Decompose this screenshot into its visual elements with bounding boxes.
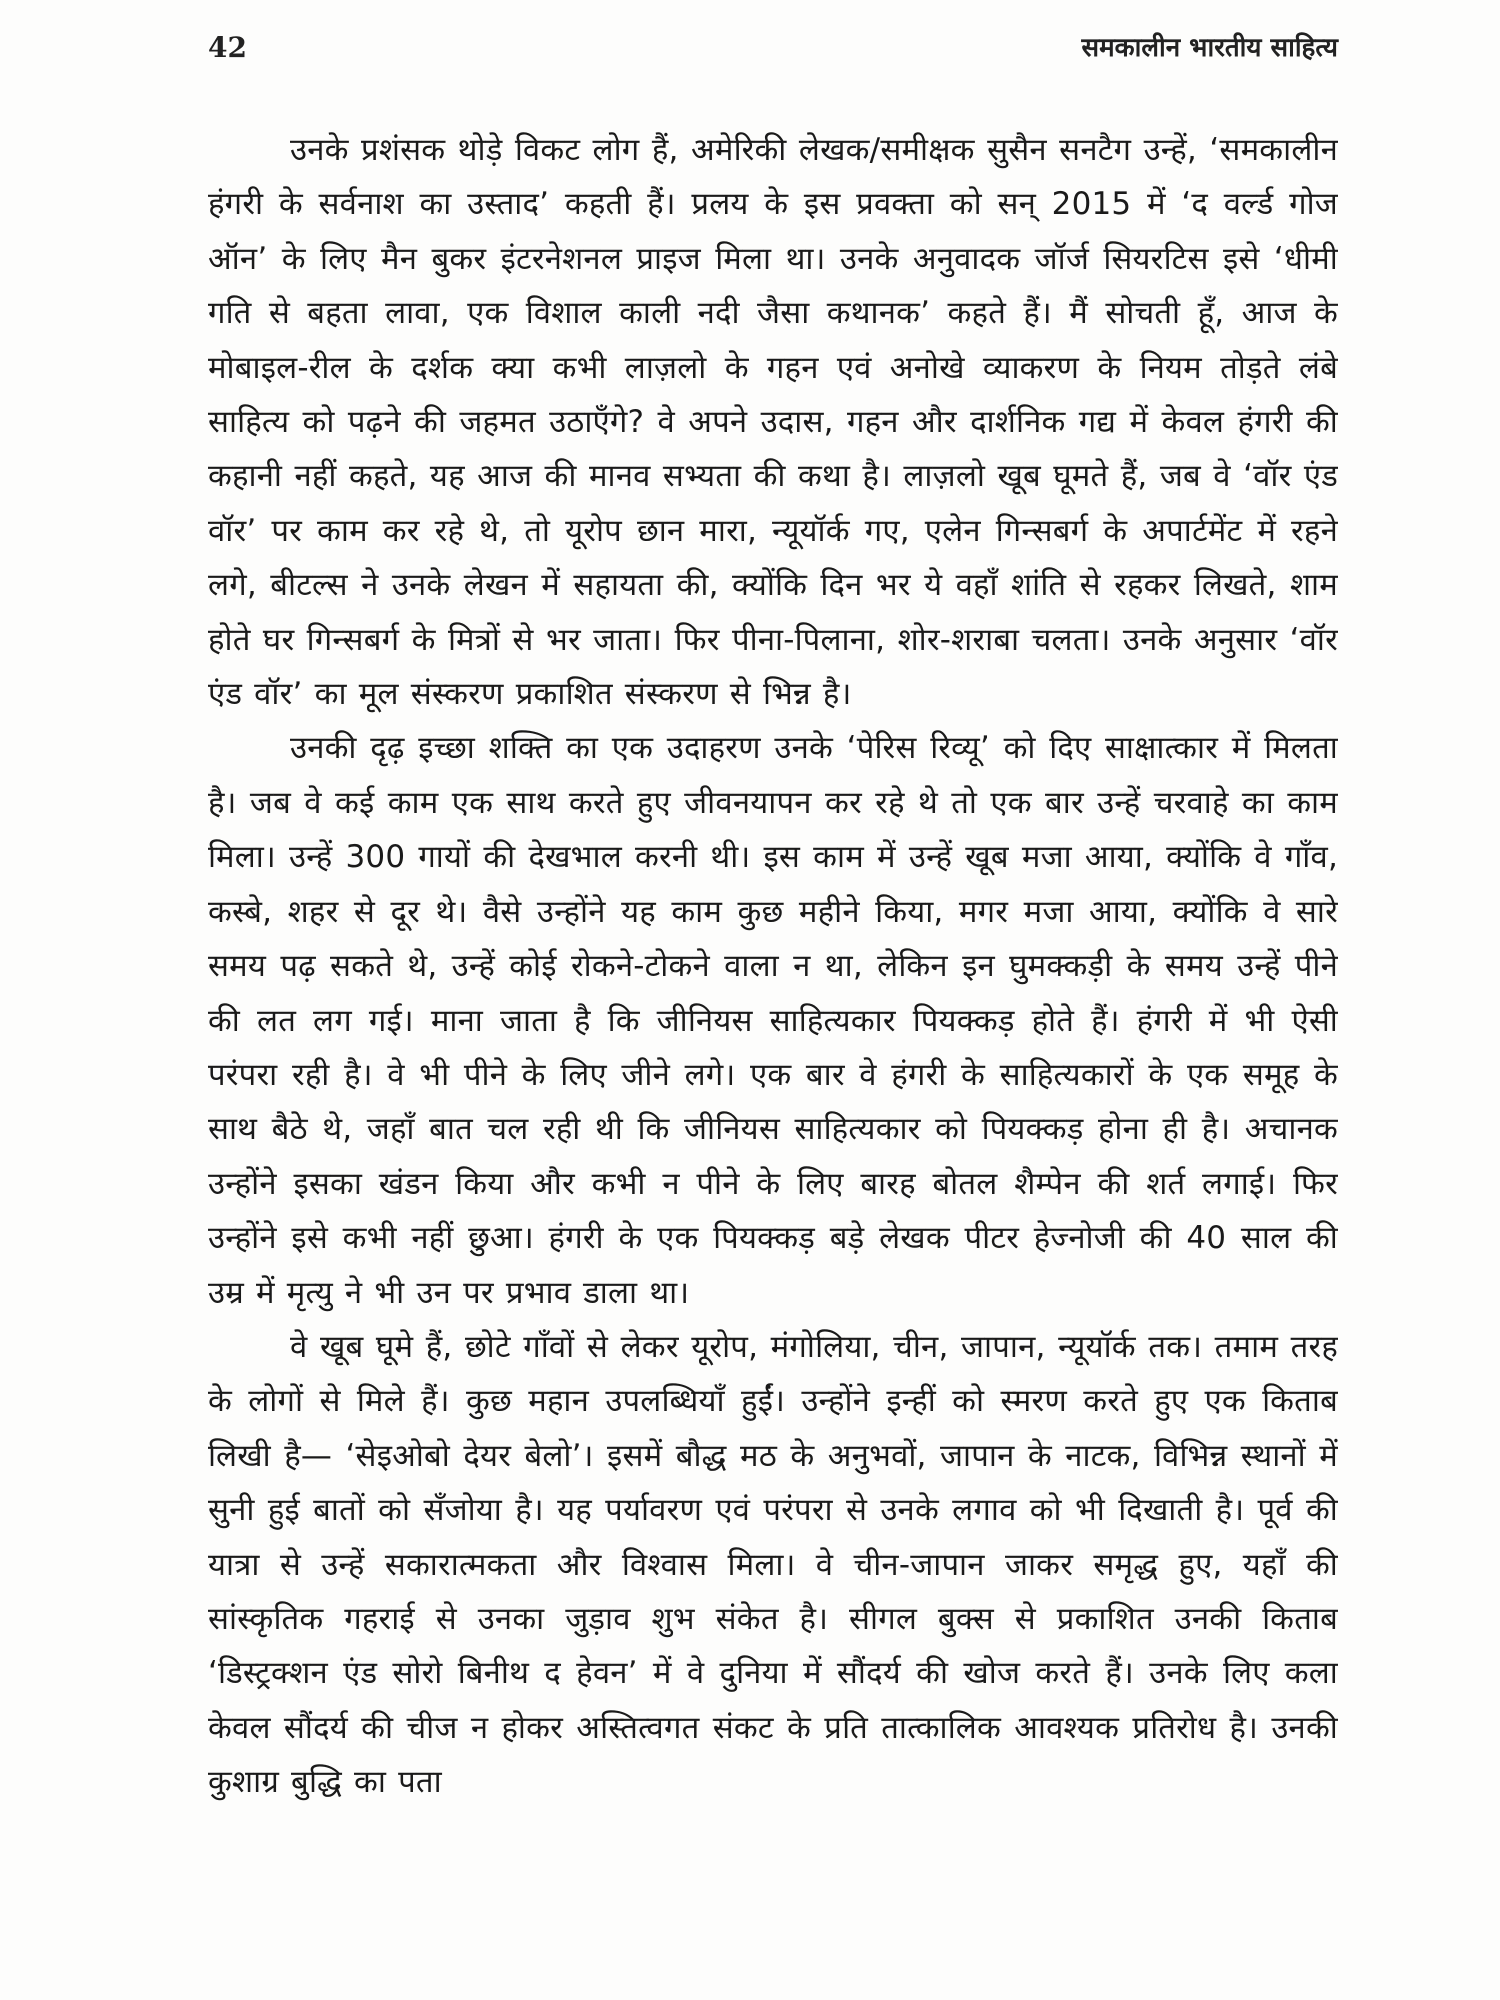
paragraph-2: उनकी दृढ़ इच्छा शक्ति का एक उदाहरण उनके ‘पेरिस रिव्यू’ को दिए साक्षात्कार में मिलता है। जब वे कई काम एक साथ करते हुए जीवनयापन कर रहे थे तो एक बार उन्हें चरवाहे का काम मिला। उन्हें 300 गायों की देखभाल करनी थी। इस काम में उन्हें खूब मजा आया, क्योंकि वे गाँव, कस्बे, शहर से दूर थे। वैसे उन्होंने यह काम कुछ महीने किया, मगर मजा आया, क्योंकि वे सारे समय पढ़ सकते थे, उन्हें कोई रोकने-टोकने वाला न था, लेकिन इन घुमक्कड़ी के समय उन्हें पीने की लत लग गई। माना जाता है कि जीनियस साहित्यकार पियक्कड़ होते हैं। हंगरी में भी ऐसी परंपरा रही है। वे भी पीने के लिए जीने लगे। एक बार वे हंगरी के साहित्यकारों के एक समूह के साथ बैठे थे, जहाँ बात चल रही थी कि जीनियस साहित्यकार को पियक्कड़ होना ही है। अचानक उन्होंने इसका खंडन किया और कभी न पीने के लिए बारह बोतल शैम्पेन की शर्त लगाई। फिर उन्होंने इसे कभी नहीं छुआ। हंगरी के एक पियक्कड़ बड़े लेखक पीटर हेज्नोजी की 40 साल की उम्र में मृत्यु ने भी उन पर प्रभाव डाला था।	[208, 730, 1338, 1311]
page-header	[208, 28, 1338, 78]
page-number: 42	[208, 31, 247, 64]
paragraph-1: उनके प्रशंसक थोड़े विकट लोग हैं, अमेरिकी लेखक/समीक्षक सुसैन सनटैग उन्हें, ‘समकालीन हंगरी के सर्वनाश का उस्ताद’ कहती हैं। प्रलय के इस प्रवक्ता को सन् 2015 में ‘द वर्ल्ड गोज ऑन’ के लिए मैन बुकर इंटरनेशनल प्राइज मिला था। उनके अनुवादक जॉर्ज सियरटिस इसे ‘धीमी गति से बहता लावा, एक विशाल काली नदी जैसा कथानक’ कहते हैं। मैं सोचती हूँ, आज के मोबाइल-रील के दर्शक क्या कभी लाज़लो के गहन एवं अनोखे व्याकरण के नियम तोड़ते लंबे साहित्य को पढ़ने की जहमत उठाएँगे? वे अपने उदास, गहन और दार्शनिक गद्य में केवल हंगरी की कहानी नहीं कहते, यह आज की मानव सभ्यता की कथा है। लाज़लो खूब घूमते हैं, जब वे ‘वॉर एंड वॉर’ पर काम कर रहे थे, तो यूरोप छान मारा, न्यूयॉर्क गए, एलेन गिन्सबर्ग के अपार्टमेंट में रहने लगे, बीटल्स ने उनके लेखन में सहायता की, क्योंकि दिन भर ये वहाँ शांति से रहकर लिखते, शाम होते घर गिन्सबर्ग के मित्रों से भर जाता। फिर पीना-पिलाना, शोर-शराबा चलता। उनके अनुसार ‘वॉर एंड वॉर’ का मूल संस्करण प्रकाशित संस्करण से भिन्न है।	[208, 132, 1338, 713]
body-text	[208, 123, 1338, 1983]
running-title: समकालीन भारतीय साहित्य	[1081, 33, 1338, 63]
paragraph-3: वे खूब घूमे हैं, छोटे गाँवों से लेकर यूरोप, मंगोलिया, चीन, जापान, न्यूयॉर्क तक। तमाम तरह के लोगों से मिले हैं। कुछ महान उपलब्धियाँ हुईं। उन्होंने इन्हीं को स्मरण करते हुए एक किताब लिखी है— ‘सेइओबो देयर बेलो’। इसमें बौद्ध मठ के अनुभवों, जापान के नाटक, विभिन्न स्थानों में सुनी हुई बातों को सँजोया है। यह पर्यावरण एवं परंपरा से उनके लगाव को भी दिखाती है। पूर्व की यात्रा से उन्हें सकारात्मकता और विश्वास मिला। वे चीन-जापान जाकर समृद्ध हुए, यहाँ की सांस्कृतिक गहराई से उनका जुड़ाव शुभ संकेत है। सीगल बुक्स से प्रकाशित उनकी किताब ‘डिस्ट्रक्शन एंड सोरो बिनीथ द हेवन’ में वे दुनिया में सौंदर्य की खोज करते हैं। उनके लिए कला केवल सौंदर्य की चीज न होकर अस्तित्वगत संकट के प्रति तात्कालिक आवश्यक प्रतिरोध है। उनकी कुशाग्र बुद्धि का पता	[208, 1328, 1338, 1801]
